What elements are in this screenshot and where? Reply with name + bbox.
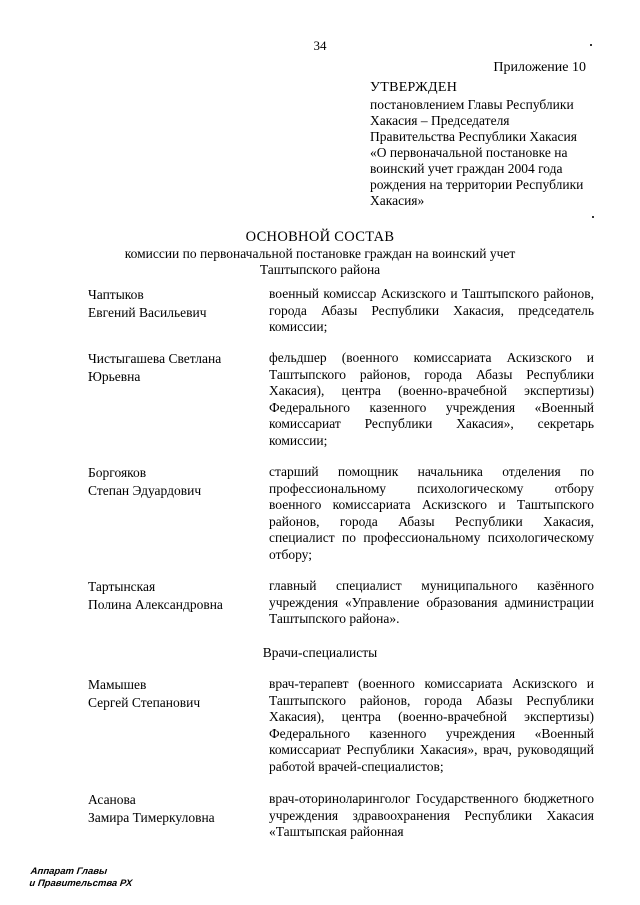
member-surname: Боргояков (88, 465, 147, 480)
member-given-name: Полина Александровна (88, 597, 223, 612)
approved-line: постановлением Главы Республики (370, 97, 574, 112)
member-role: военный комиссар Аскизского и Таштыпского районов, города Абазы Республики Хакасия, председатель комиссии; (269, 286, 594, 334)
doctor-given-name: Замира Тимеркуловна (88, 810, 215, 825)
member-surname: Чаптыков (88, 287, 144, 302)
approved-label: УТВЕРЖДЕН (370, 80, 458, 95)
appendix-label: Приложение 10 (493, 60, 586, 75)
member-name (88, 286, 260, 322)
doctor-name (88, 676, 260, 712)
doctor-role: врач-терапевт (военного комиссариата Аскизского и Таштыпского районов, города Абазы Республики Хакасия), центра (военно-врачебной экспертизы) Федерального казенного учреждения «Военный комиссариат Республики Хакасия», врач, руководящий работой врачей-специалистов; (269, 676, 594, 774)
approved-line: рождения на территории Республики (370, 177, 584, 192)
member-name (88, 350, 260, 386)
office-stamp (29, 866, 134, 890)
member-name (88, 464, 260, 500)
stamp-line: и Правительства РХ (28, 878, 133, 889)
scan-speck (590, 44, 592, 46)
member-given-name: Степан Эдуардович (88, 483, 202, 498)
approved-line: воинский учет граждан 2004 года (370, 161, 563, 176)
member-surname: Чистыгашева Светлана (88, 351, 222, 366)
member-given-name: Евгений Васильевич (88, 305, 207, 320)
member-role: главный специалист муниципального казённого учреждения «Управление образования администрации Таштыпского района». (269, 578, 594, 626)
member-role: старший помощник начальника отделения по профессиональному психологическому отбору военного комиссариата Аскизского и Таштыпского районов, города Абазы Республики Хакасия, специалист по профессиональному психологическому отбору; (269, 464, 594, 562)
approved-line: Хакасия» (370, 193, 425, 208)
doctor-surname: Асанова (88, 792, 136, 807)
member-given-name: Юрьевна (88, 369, 141, 384)
approved-line: «О первоначальной постановке на (370, 145, 568, 160)
doctor-surname: Мамышев (88, 677, 147, 692)
subtitle-line: комиссии по первоначальной постановке граждан на воинский учет (124, 246, 516, 261)
page-number: 34 (313, 38, 327, 53)
member-role: фельдшер (военного комиссариата Аскизского и Таштыпского районов, города Абазы Республики Хакасия), центра (военно-врачебной экспертизы) Федерального казенного учреждения «Военный комиссариат Республики Хакасия», секретарь комиссии; (269, 350, 594, 448)
stamp-line: Аппарат Главы (30, 866, 108, 877)
doctor-role: врач-оториноларинголог Государственного бюджетного учреждения здравоохранения Республики Хакасия «Таштыпская районная (269, 791, 594, 839)
document-title: ОСНОВНОЙ СОСТАВ (245, 229, 395, 245)
doctor-name (88, 791, 260, 827)
section-heading: Врачи-специалисты (262, 645, 378, 660)
scan-speck (592, 216, 594, 218)
doctor-given-name: Сергей Степанович (88, 695, 201, 710)
approved-line: Правительства Республики Хакасия (370, 129, 577, 144)
document-subtitle (0, 246, 640, 278)
subtitle-line: Таштыпского района (259, 262, 381, 277)
member-name (88, 578, 260, 614)
member-surname: Тартынская (88, 579, 156, 594)
approved-line: Хакасия – Председателя (370, 113, 510, 128)
approved-text (370, 97, 592, 209)
